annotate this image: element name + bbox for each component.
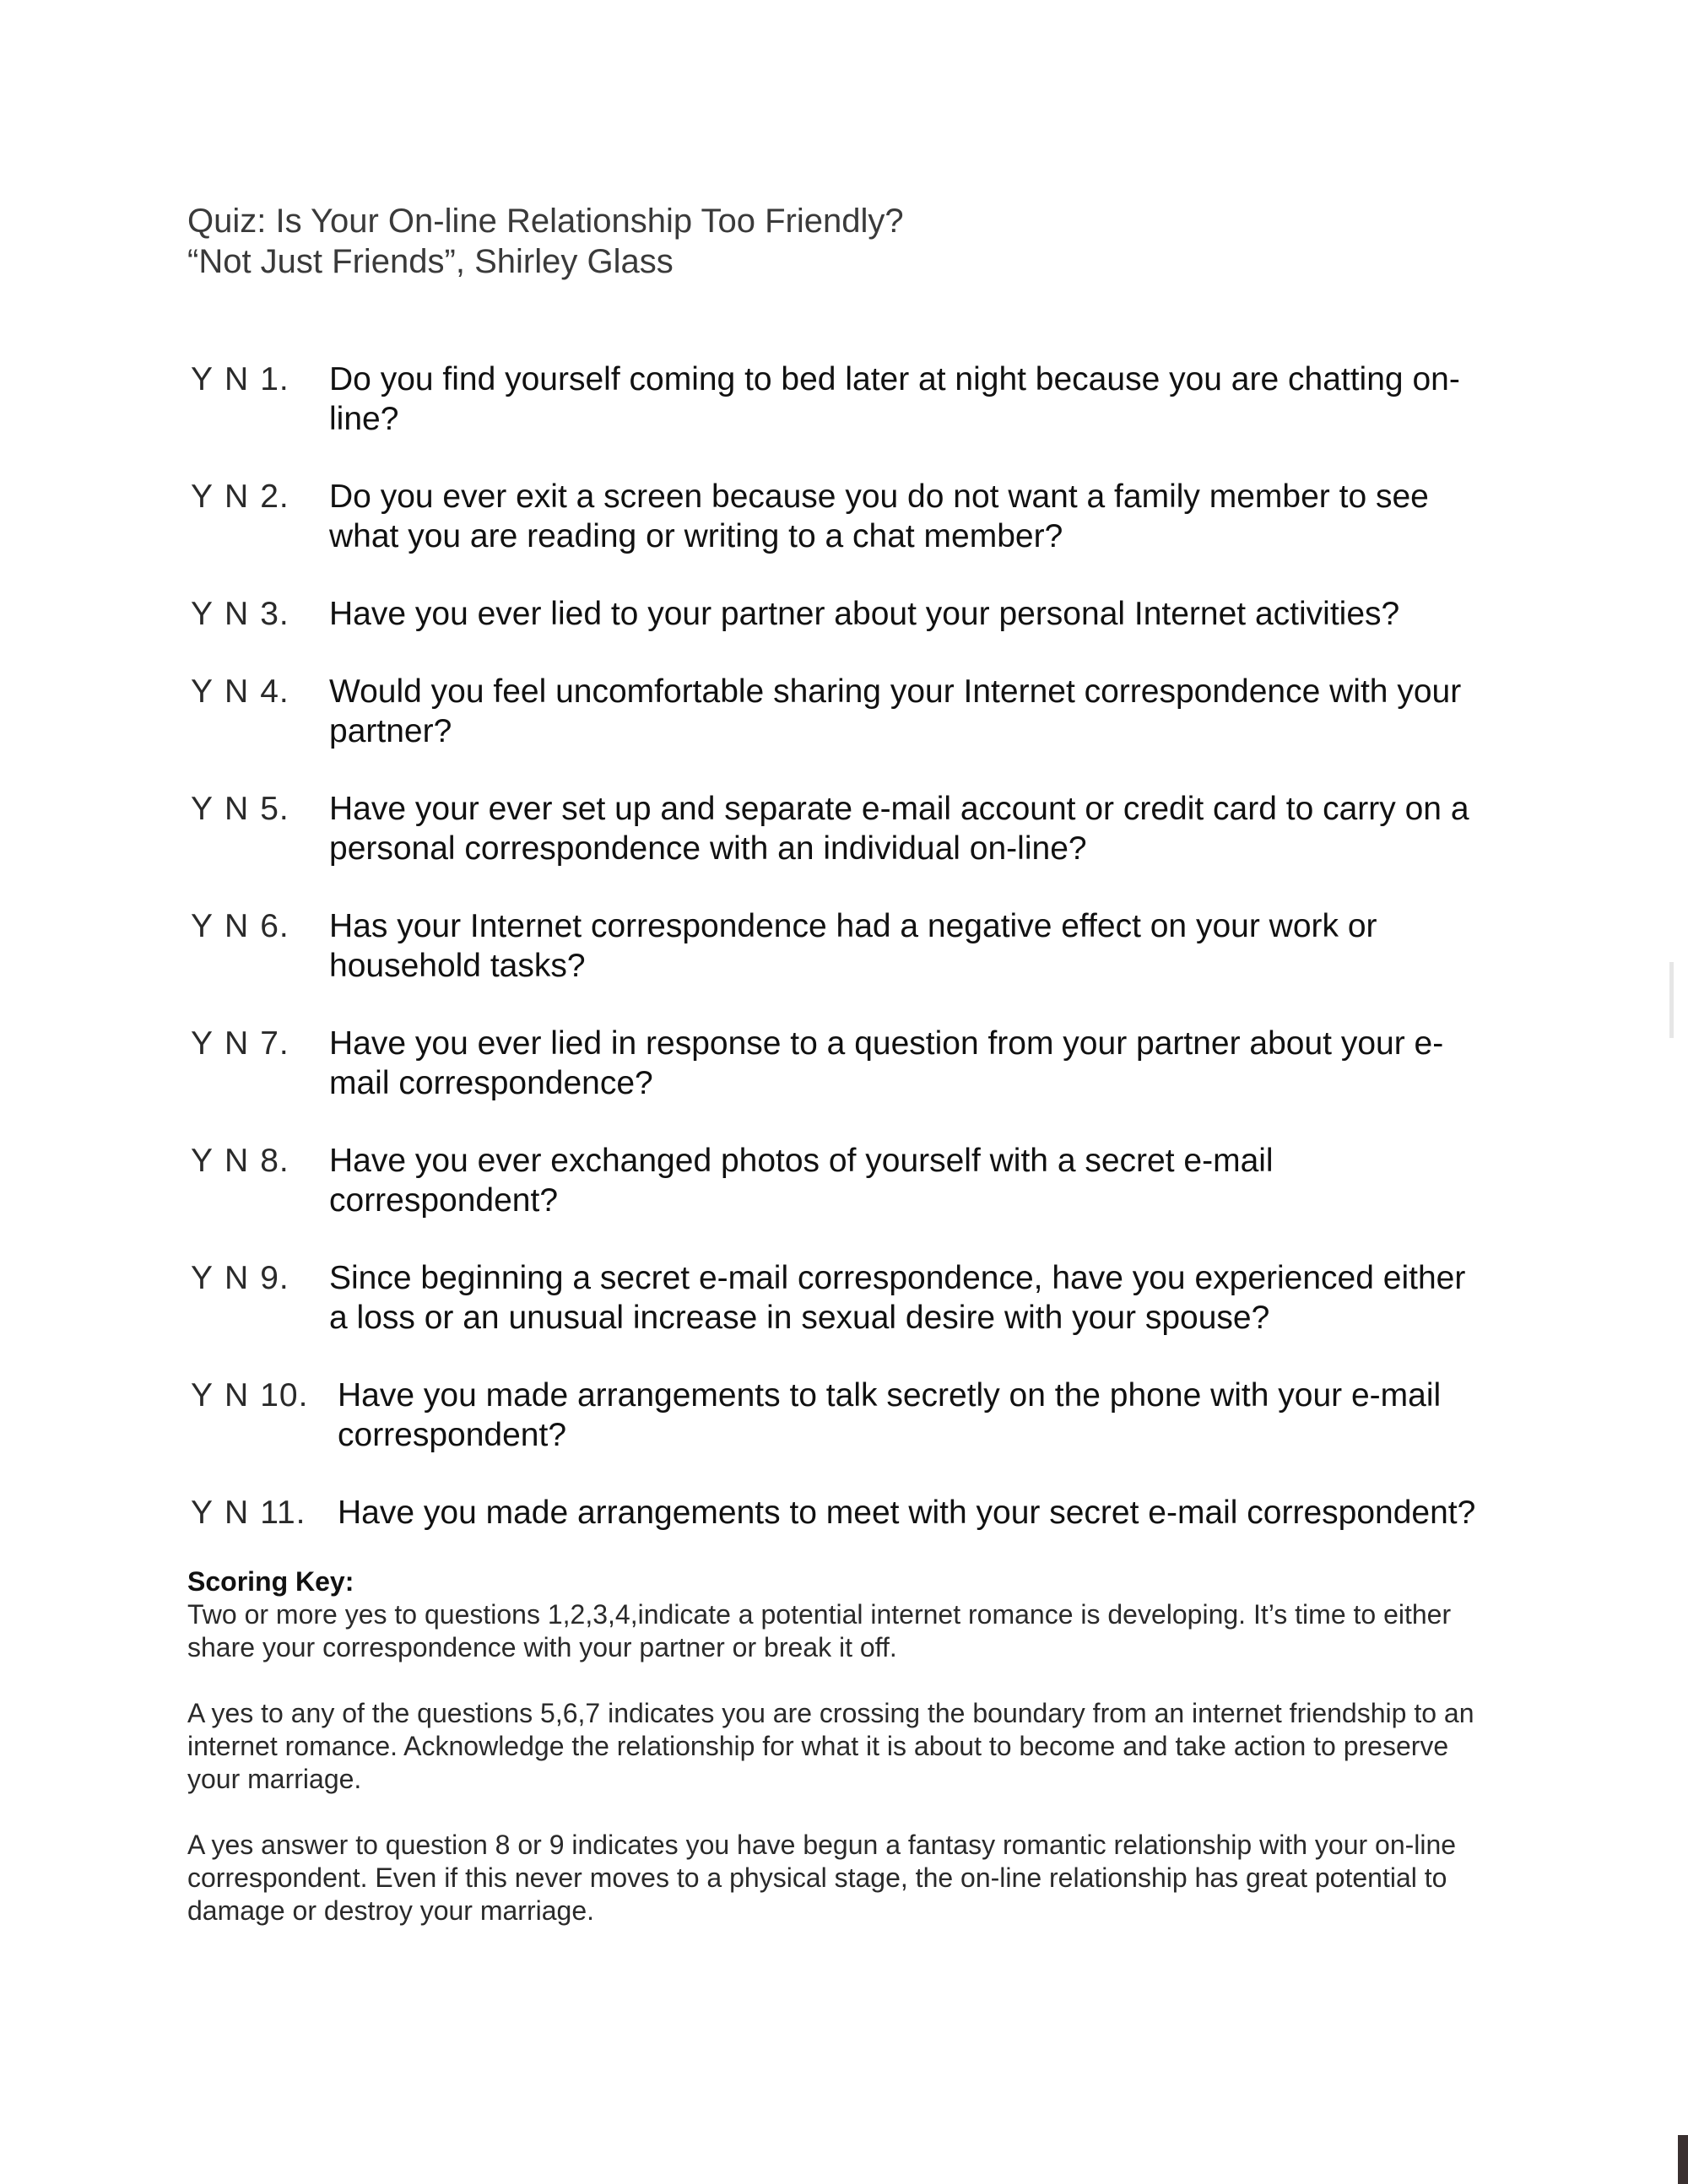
question-text: Have your ever set up and separate e-mail account or credit card to carry on a personal correspondence with an individual on-line?	[329, 791, 1469, 867]
question-item-9	[187, 1258, 1487, 1338]
question-item-7	[187, 1024, 1487, 1103]
no-option[interactable]: N	[225, 1260, 250, 1296]
question-item-2	[187, 477, 1487, 556]
answer-marker	[191, 1024, 300, 1063]
question-text: Do you ever exit a screen because you do not want a family member to see what you are reading or writing to a chat member?	[329, 478, 1429, 554]
answer-marker	[191, 1258, 300, 1298]
yes-option[interactable]: Y	[191, 1495, 214, 1531]
answer-marker	[191, 906, 300, 946]
document-header	[187, 201, 1538, 282]
question-number: 9.	[260, 1260, 289, 1296]
yes-option[interactable]: Y	[191, 596, 214, 632]
scan-artifact	[1669, 962, 1674, 1038]
question-item-1	[187, 359, 1487, 439]
scoring-paragraph: A yes to any of the questions 5,6,7 indicates you are crossing the boundary from an internet friendship to an internet romance. Acknowledge the relationship for what it is about to become and take action to preserve your marriage.	[187, 1698, 1474, 1794]
question-number: 1.	[260, 361, 289, 397]
no-option[interactable]: N	[225, 1025, 250, 1062]
question-list	[187, 359, 1487, 1570]
no-option[interactable]: N	[225, 791, 250, 827]
question-item-8	[187, 1141, 1487, 1220]
question-number: 10.	[260, 1377, 309, 1414]
question-text: Have you ever lied in response to a question from your partner about your e-mail correspondence?	[329, 1025, 1444, 1101]
question-item-6	[187, 906, 1487, 986]
question-text: Do you find yourself coming to bed later at night because you are chatting on-line?	[329, 361, 1460, 437]
answer-marker	[191, 594, 300, 634]
answer-marker	[191, 1493, 317, 1533]
question-item-5	[187, 789, 1487, 868]
question-number: 6.	[260, 908, 289, 944]
scoring-paragraph: A yes answer to question 8 or 9 indicates you have begun a fantasy romantic relationship with your on-line correspondent. Even if this never moves to a physical stage, the on-line relationship has great potential to damage or destroy your marriage.	[187, 1830, 1457, 1926]
yes-option[interactable]: Y	[191, 478, 214, 515]
no-option[interactable]: N	[225, 908, 250, 944]
scoring-paragraph: Two or more yes to questions 1,2,3,4,indicate a potential internet romance is developing. It’s time to either share your correspondence with your partner or break it off.	[187, 1599, 1452, 1662]
scan-artifact	[1678, 2135, 1688, 2184]
question-item-4	[187, 672, 1487, 751]
answer-marker	[191, 672, 300, 711]
question-text: Have you ever exchanged photos of yourself with a secret e-mail correspondent?	[329, 1143, 1274, 1219]
yes-option[interactable]: Y	[191, 361, 214, 397]
question-number: 8.	[260, 1143, 289, 1179]
no-option[interactable]: N	[225, 1143, 250, 1179]
yes-option[interactable]: Y	[191, 1377, 214, 1414]
no-option[interactable]: N	[225, 596, 250, 632]
answer-marker	[191, 1141, 300, 1181]
answer-marker	[191, 1376, 319, 1415]
no-option[interactable]: N	[225, 1377, 250, 1414]
question-item-10	[187, 1376, 1487, 1455]
question-item-11	[187, 1493, 1487, 1533]
quiz-source: “Not Just Friends”, Shirley Glass	[187, 243, 674, 280]
yes-option[interactable]: Y	[191, 791, 214, 827]
question-text: Have you made arrangements to talk secretly on the phone with your e-mail correspondent?	[338, 1377, 1442, 1453]
question-number: 7.	[260, 1025, 289, 1062]
no-option[interactable]: N	[225, 1495, 250, 1531]
answer-marker	[191, 789, 300, 829]
scoring-key-title: Scoring Key:	[187, 1566, 354, 1597]
question-number: 4.	[260, 673, 289, 710]
question-number: 11.	[260, 1495, 306, 1531]
yes-option[interactable]: Y	[191, 1260, 214, 1296]
no-option[interactable]: N	[225, 478, 250, 515]
question-text: Have you ever lied to your partner about your personal Internet activities?	[329, 596, 1400, 632]
question-number: 3.	[260, 596, 289, 632]
scoring-key	[187, 1565, 1479, 1960]
yes-option[interactable]: Y	[191, 908, 214, 944]
answer-marker	[191, 359, 300, 399]
answer-marker	[191, 477, 300, 516]
yes-option[interactable]: Y	[191, 1143, 214, 1179]
question-number: 5.	[260, 791, 289, 827]
yes-option[interactable]: Y	[191, 1025, 214, 1062]
question-text: Has your Internet correspondence had a negative effect on your work or household tasks?	[329, 908, 1377, 984]
question-number: 2.	[260, 478, 289, 515]
quiz-title: Quiz: Is Your On-line Relationship Too Friendly?	[187, 203, 904, 240]
question-text: Would you feel uncomfortable sharing your Internet correspondence with your partner?	[329, 673, 1462, 749]
no-option[interactable]: N	[225, 673, 250, 710]
question-text: Since beginning a secret e-mail correspondence, have you experienced either a loss or an unusual increase in sexual desire with your spouse?	[329, 1260, 1466, 1336]
yes-option[interactable]: Y	[191, 673, 214, 710]
question-text: Have you made arrangements to meet with your secret e-mail correspondent?	[338, 1495, 1476, 1531]
no-option[interactable]: N	[225, 361, 250, 397]
question-item-3	[187, 594, 1487, 634]
